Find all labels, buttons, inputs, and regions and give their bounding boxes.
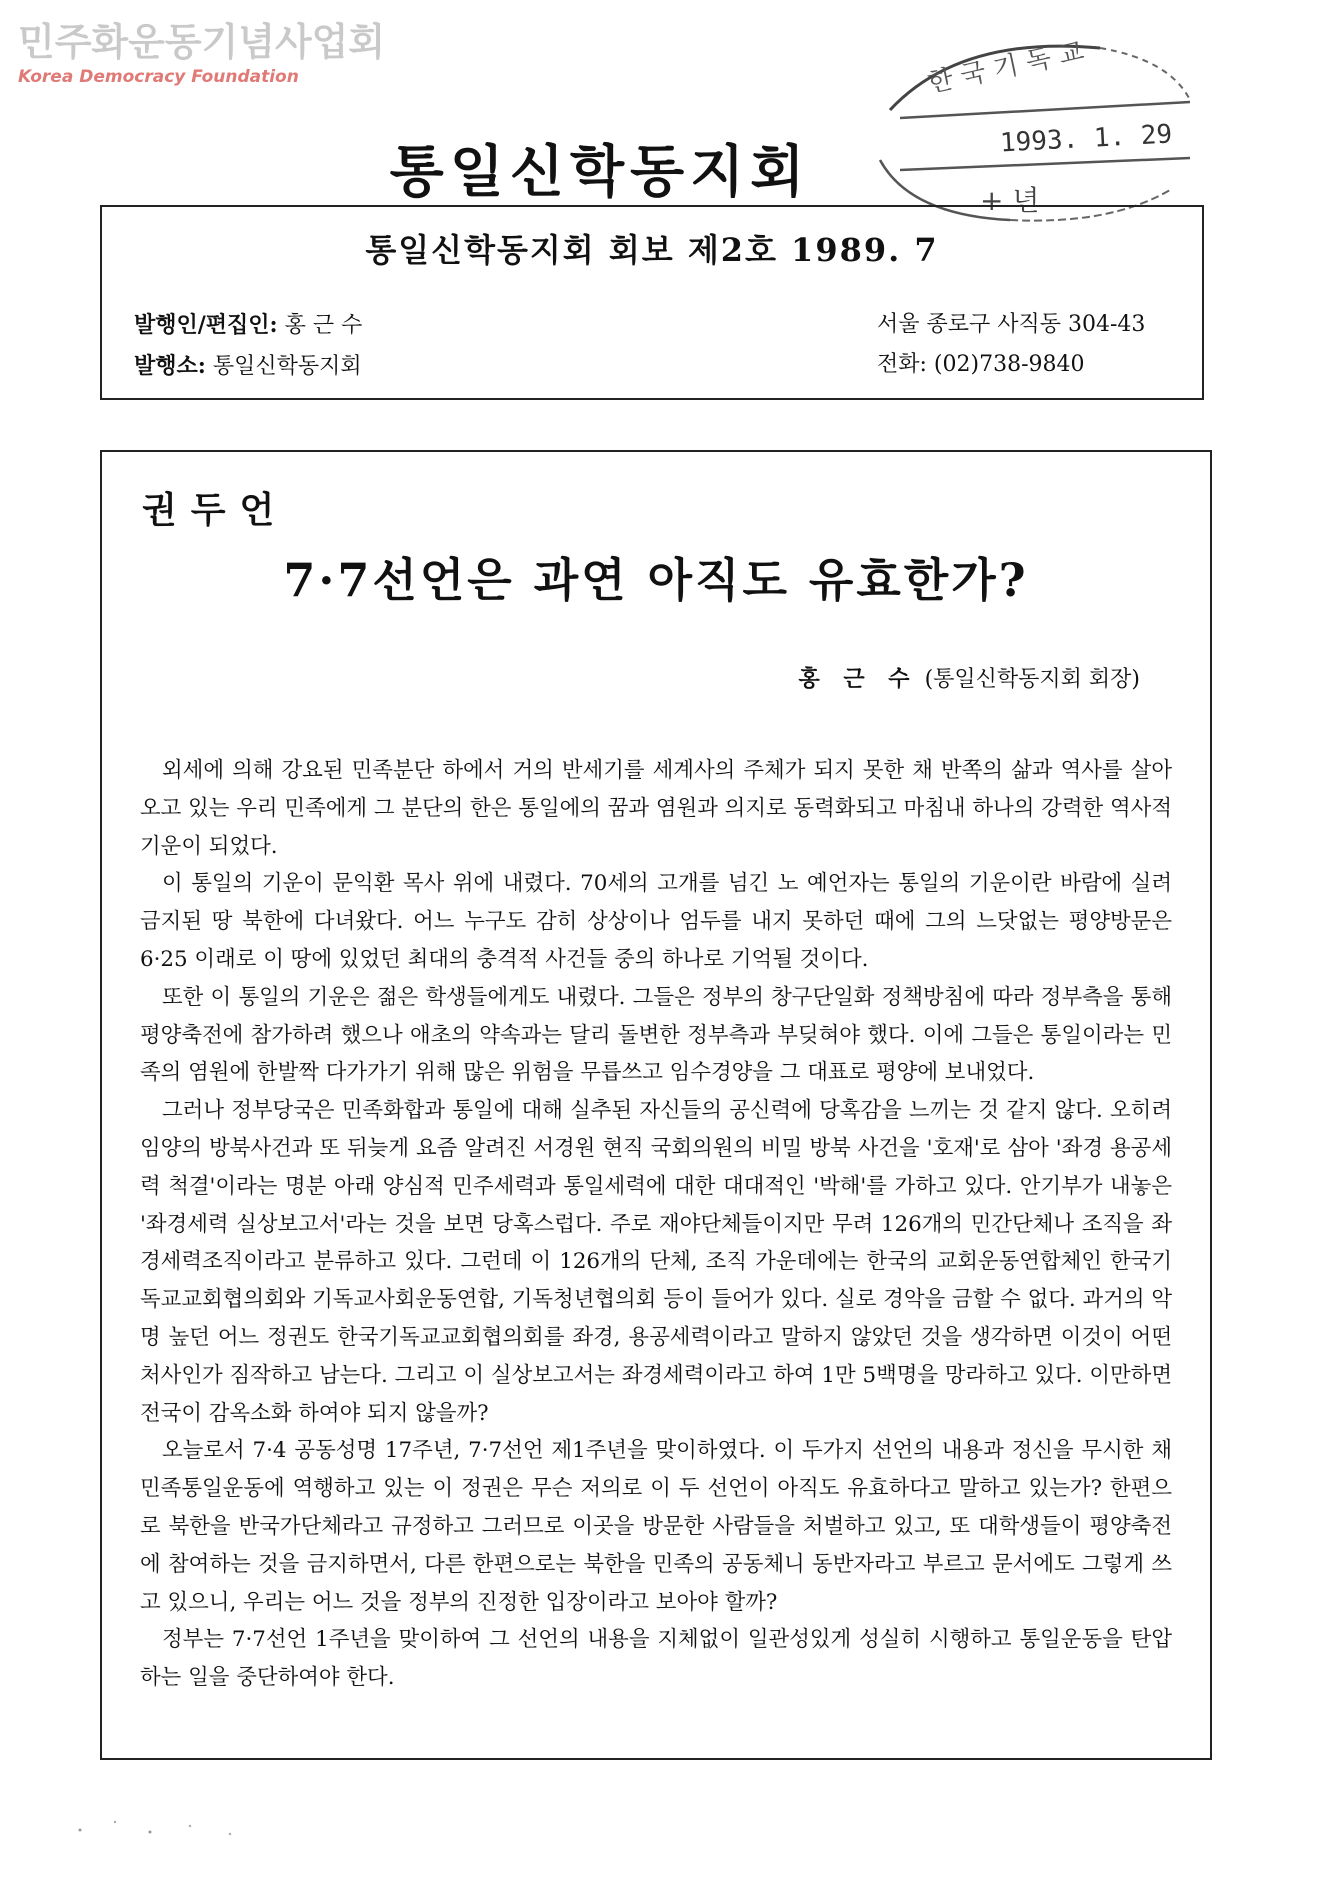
address: 서울 종로구 사직동 304-43 xyxy=(877,312,1146,337)
issue-line: 통일신학동지회 회보 제2호 1989. 7 xyxy=(365,231,939,269)
paragraph: 외세에 의해 강요된 민족분단 하에서 거의 반세기를 세계사의 주체가 되지 못한 채 반쪽의 삶과 역사를 살아오고 있는 우리 민족에게 그 분단의 한은 통일에의 꿈과 염원과 의지로 동력화되고 마침내 하나의 강력한 역사적 기운이 되었다. xyxy=(140,758,1172,859)
svg-text:한 국 기 독 교: 한 국 기 독 교 xyxy=(925,40,1087,99)
phone-label: 전화: xyxy=(877,352,927,377)
article-body xyxy=(140,752,1172,1697)
paragraph: 오늘로서 7·4 공동성명 17주년, 7·7선언 제1주년을 맞이하였다. 이 두가지 선언의 내용과 정신을 무시한 채 민족통일운동에 역행하고 있는 이 정권은 무슨 저의로 이 두 선언이 아직도 유효하다고 말하고 있는가? 한편으로 북한을 반국가단체라고 규정하고 그러므로 이곳을 방문한 사람들을 처벌하고 있고, 또 대학생들이 평양축전에 참여하는 것을 금지하면서, 다른 한편으로는 북한을 민족의 공동체니 동반자라고 부르고 문서에도 그렇게 쓰고 있으니, 우리는 어느 것을 정부의 진정한 입장이라고 보아야 할까? xyxy=(140,1438,1172,1615)
office-row xyxy=(134,346,362,387)
masthead-title: 통일신학동지회 xyxy=(389,140,811,205)
watermark-org-english: Korea Democracy Foundation xyxy=(18,67,299,87)
contact-block xyxy=(877,305,1145,385)
publisher-row xyxy=(134,305,362,346)
paragraph: 또한 이 통일의 기운은 젊은 학생들에게도 내렸다. 그들은 정부의 창구단일화 정책방침에 따라 정부측을 통해 평양축전에 참가하려 했으나 애초의 약속과는 달리 돌변한 정부측과 부딪혀야 했다. 이에 그들은 통일이라는 민족의 염원에 한발짝 다가가기 위해 많은 위험을 무릅쓰고 임수경양을 그 대표로 평양에 보내었다. xyxy=(140,984,1172,1086)
section-label: 권두언 xyxy=(142,489,289,531)
stamp-date: 1993. 1. 29 xyxy=(999,119,1173,159)
phone-number: (02)738-9840 xyxy=(933,352,1085,377)
byline xyxy=(798,662,1140,693)
article-headline: 7·7선언은 과연 아직도 유효한가? xyxy=(283,553,1029,607)
svg-text:+ 년: + 년 xyxy=(980,184,1040,217)
watermark-logo xyxy=(18,20,385,88)
scan-artifact xyxy=(70,1810,270,1854)
newsletter-info-box xyxy=(100,205,1204,400)
editorial-article xyxy=(100,450,1212,1760)
publisher-label: 발행인/편집인: xyxy=(134,312,278,338)
author-name: 홍 근 수 xyxy=(798,666,918,692)
office-name: 통일신학동지회 xyxy=(212,354,362,379)
publisher-name: 홍 근 수 xyxy=(284,313,363,338)
paragraph: 정부는 7·7선언 1주년을 맞이하여 그 선언의 내용을 지체없이 일관성있게 성실히 시행하고 통일운동을 탄압하는 일을 중단하여야 한다. xyxy=(140,1627,1172,1691)
office-label: 발행소: xyxy=(134,353,206,379)
phone-row xyxy=(877,345,1145,385)
paragraph: 그러나 정부당국은 민족화합과 통일에 대해 실추된 자신들의 공신력에 당혹감을 느끼는 것 같지 않다. 오히려 임양의 방북사건과 또 뒤늦게 요즘 알려진 서경원 현직 국회의원의 비밀 방북 사건을 '호재'로 삼아 '좌경 용공세력 척결'이라는 명분 아래 양심적 민주세력과 통일세력에 대한 대대적인 '박해'를 가하고 있다. 안기부가 내놓은 '좌경세력 실상보고서'라는 것을 보면 당혹스럽다. 주로 재야단체들이지만 무려 126개의 민간단체나 조직을 좌경세력조직이라고 분류하고 있다. 그런데 이 126개의 단체, 조직 가운데에는 한국의 교회운동연합체인 한국기독교교회협의회와 기독교사회운동연합, 기독청년협의회 등이 들어가 있다. 실로 경악을 금할 수 없다. 과거의 악명 높던 어느 정권도 한국기독교교회협의회를 좌경, 용공세력이라고 말하지 않았던 것을 생각하면 이것이 어떤 처사인가 짐작하고 남는다. 그리고 이 실상보고서는 좌경세력이라고 하여 1만 5백명을 망라하고 있다. 이만하면 전국이 감옥소화 하여야 되지 않을까? xyxy=(140,1098,1172,1426)
author-title: (통일신학동지회 회장) xyxy=(924,667,1140,692)
paragraph: 이 통일의 기운이 문익환 목사 위에 내렸다. 70세의 고개를 넘긴 노 예언자는 통일의 기운이란 바람에 실려 금지된 땅 북한에 다녀왔다. 어느 누구도 감히 상상이나 엄두를 내지 못하던 때에 그의 느닷없는 평양방문은 6·25 이래로 이 땅에 있었던 최대의 충격적 사건들 중의 하나로 기억될 것이다. xyxy=(140,871,1172,972)
scan-specks xyxy=(70,1810,270,1850)
watermark-org-korean: 민주화운동기념사업회 xyxy=(18,20,386,64)
publisher-block xyxy=(134,305,362,387)
